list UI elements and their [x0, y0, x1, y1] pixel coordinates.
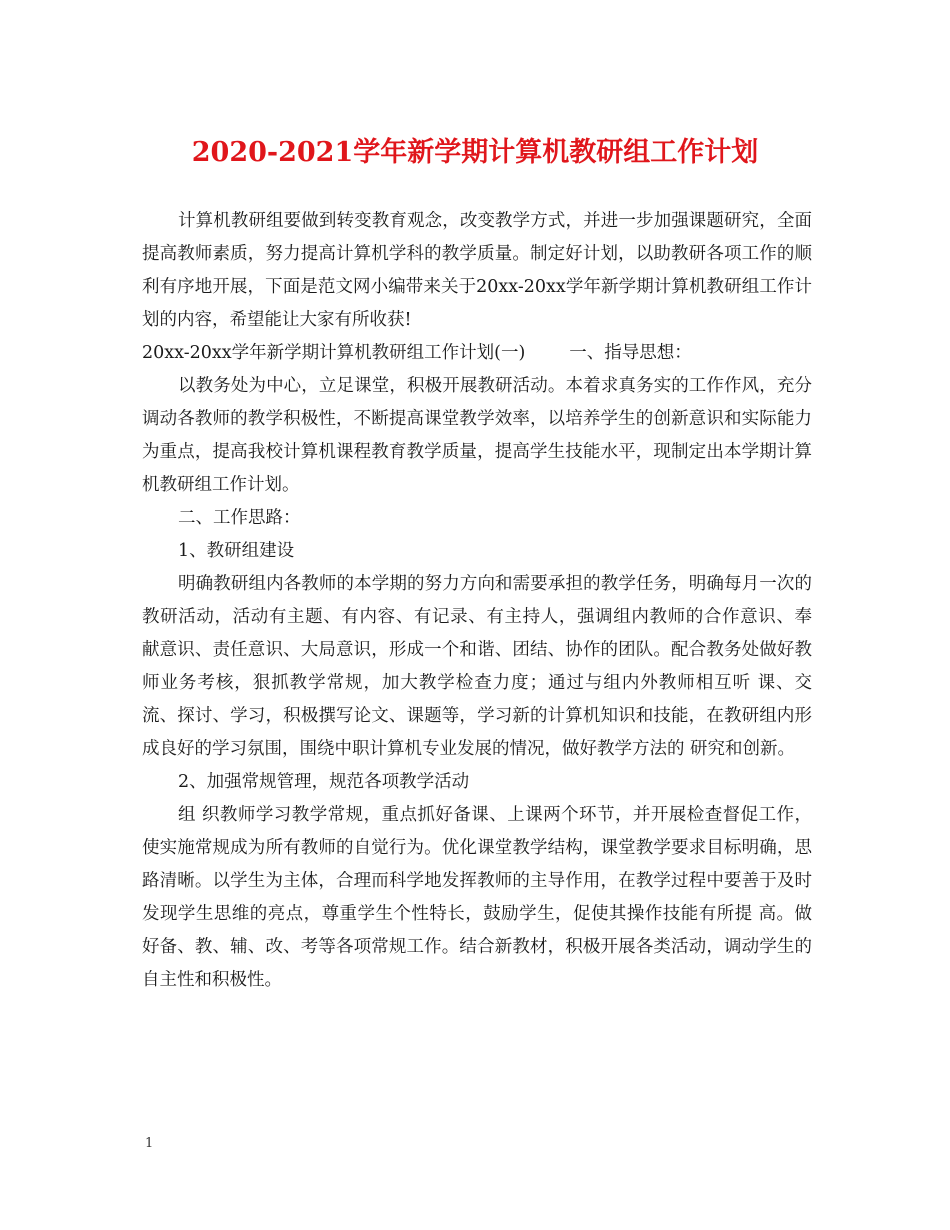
document-body — [142, 205, 812, 997]
page-number: 1 — [145, 1136, 154, 1151]
guiding-ideology-paragraph: 以教务处为中心，立足课堂，积极开展教研活动。本着求真务实的工作作风，充分调动各教师的教学积极性，不断提高课堂教学效率，以培养学生的创新意识和实际能力为重点，提高我校计算机课程教育教学质量，提高学生技能水平，现制定出本学期计算机教研组工作计划。 — [142, 376, 812, 495]
section-heading-work-ideas: 二、工作思路： — [178, 508, 301, 528]
group-building-paragraph: 明确教研组内各教师的本学期的努力方向和需要承担的教学任务，明确每月一次的教研活动，活动有主题、有内容、有记录、有主持人，强调组内教师的合作意识、奉 献意识、责任意识、大局意识，形成一个和谐、团结、协作的团队。配合教务处做好教师业务考核，狠抓教学常规，加大教学检查力度；通过与组内外教师相互听 课、交流、探讨、学习，积极撰写论文、课题等，学习新的计算机知识和技能，在教研组内形成良好的学习氛围，围绕中职计算机专业发展的情况，做好教学方法的 研究和创新。 — [142, 574, 812, 759]
item-heading-group-building: 1、教研组建设 — [178, 541, 295, 561]
document-title: 2020-2021学年新学期计算机教研组工作计划 — [191, 137, 759, 168]
section-heading-guiding-ideology: 一、指导思想： — [569, 343, 692, 363]
routine-management-paragraph: 组 织教师学习教学常规，重点抓好备课、上课两个环节，并开展检查督促工作，使实施常规成为所有教师的自觉行为。优化课堂教学结构，课堂教学要求目标明确，思 路清晰。以学生为主体，合理而科学地发挥教师的主导作用，在教学过程中要善于及时发现学生思维的亮点，尊重学生个性特长，鼓励学生，促使其操作技能有所提 高。做好备、教、辅、改、考等各项常规工作。结合新教材，积极开展各类活动，调动学生的自主性和积极性。 — [142, 805, 812, 990]
item-heading-routine-management: 2、加强常规管理，规范各项教学活动 — [178, 772, 470, 792]
subtitle-line — [142, 337, 812, 370]
plan-subtitle: 20xx-20xx学年新学期计算机教研组工作计划(一) — [142, 343, 526, 363]
intro-paragraph: 计算机教研组要做到转变教育观念，改变教学方式，并进一步加强课题研究，全面提高教师素质，努力提高计算机学科的教学质量。制定好计划，以助教研各项工作的顺利有序地开展，下面是范文网小编带来关于20xx-20xx学年新学期计算机教研组工作计划的内容，希望能让大家有所收获! — [142, 211, 812, 330]
